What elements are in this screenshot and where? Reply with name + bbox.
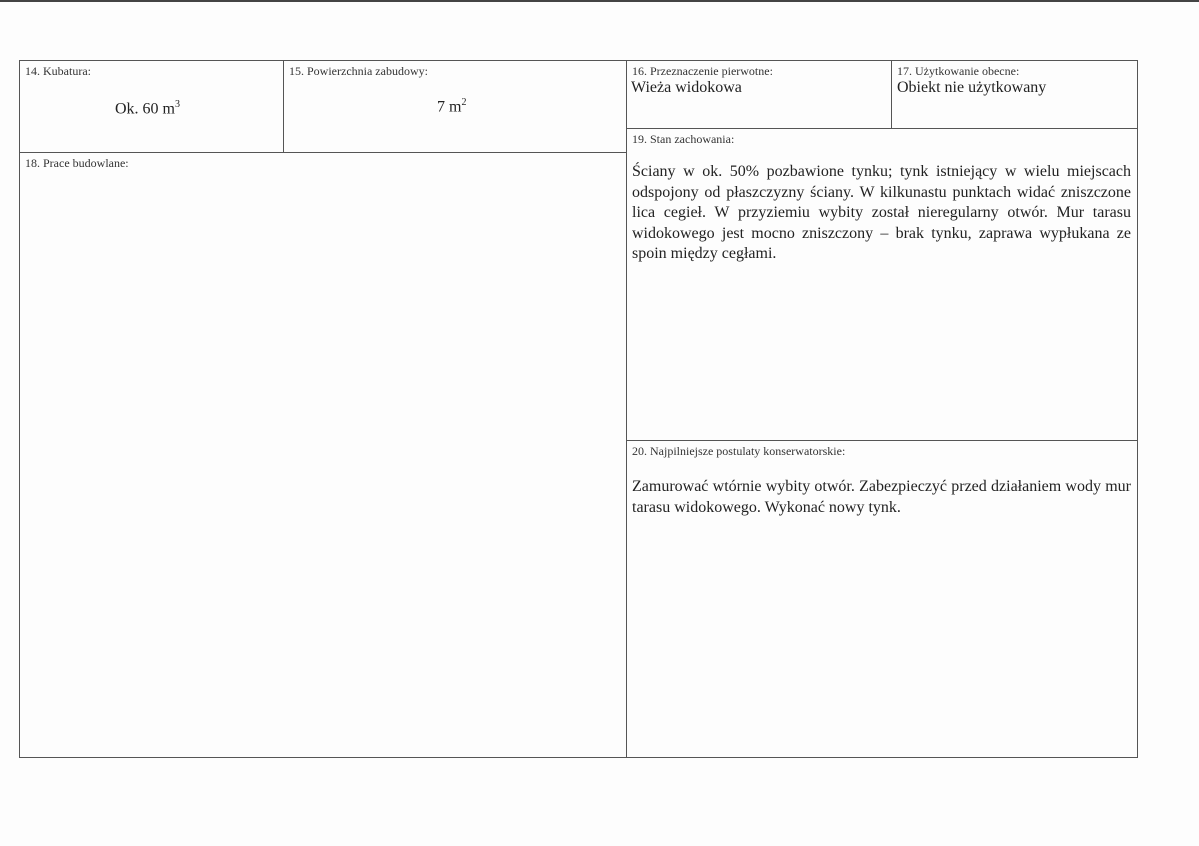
field-label: 17. Użytkowanie obecne:: [897, 64, 1020, 78]
field-value: Wieża widokowa: [631, 79, 742, 96]
field-postulaty: [626, 440, 1138, 758]
unit-exponent: 3: [175, 99, 180, 110]
field-label: 16. Przeznaczenie pierwotne:: [632, 64, 773, 78]
field-kubatura: [19, 60, 284, 153]
field-powierzchnia: [283, 60, 627, 153]
field-label: 14. Kubatura:: [25, 64, 91, 78]
scan-edge: [0, 0, 1199, 2]
field-value: Ściany w ok. 50% pozbawione tynku; tynk istniejący w wielu miejscach odspojony od płaszczyzny ściany. W kilkunastu punktach widać zniszczone lica cegieł. W przyziemiu wybity został nieregularny otwór. Mur tarasu widokowego jest mocno zniszczony – brak tynku, zaprawa wypłukana ze spoin między cegłami.: [632, 163, 1131, 262]
field-stan-zachowania: [626, 128, 1138, 441]
field-uzytkowanie: [891, 60, 1138, 129]
unit-exponent: 2: [461, 97, 467, 108]
field-label: 20. Najpilniejsze postulaty konserwatorskie:: [632, 444, 846, 458]
powierzchnia-value: 7 m: [437, 98, 462, 116]
kubatura-value: Ok. 60 m: [115, 100, 175, 118]
field-value: Obiekt nie użytkowany: [897, 79, 1047, 96]
field-label: 15. Powierzchnia zabudowy:: [289, 64, 428, 78]
field-przeznaczenie: [626, 60, 892, 129]
field-value: [437, 97, 466, 116]
field-label: 19. Stan zachowania:: [632, 132, 735, 146]
field-label: 18. Prace budowlane:: [25, 156, 129, 170]
field-value: Zamurować wtórnie wybity otwór. Zabezpieczyć przed działaniem wody mur tarasu widokowego. Wykonać nowy tynk.: [632, 478, 1131, 516]
field-prace-budowlane: [19, 152, 627, 758]
field-value: [115, 99, 180, 118]
